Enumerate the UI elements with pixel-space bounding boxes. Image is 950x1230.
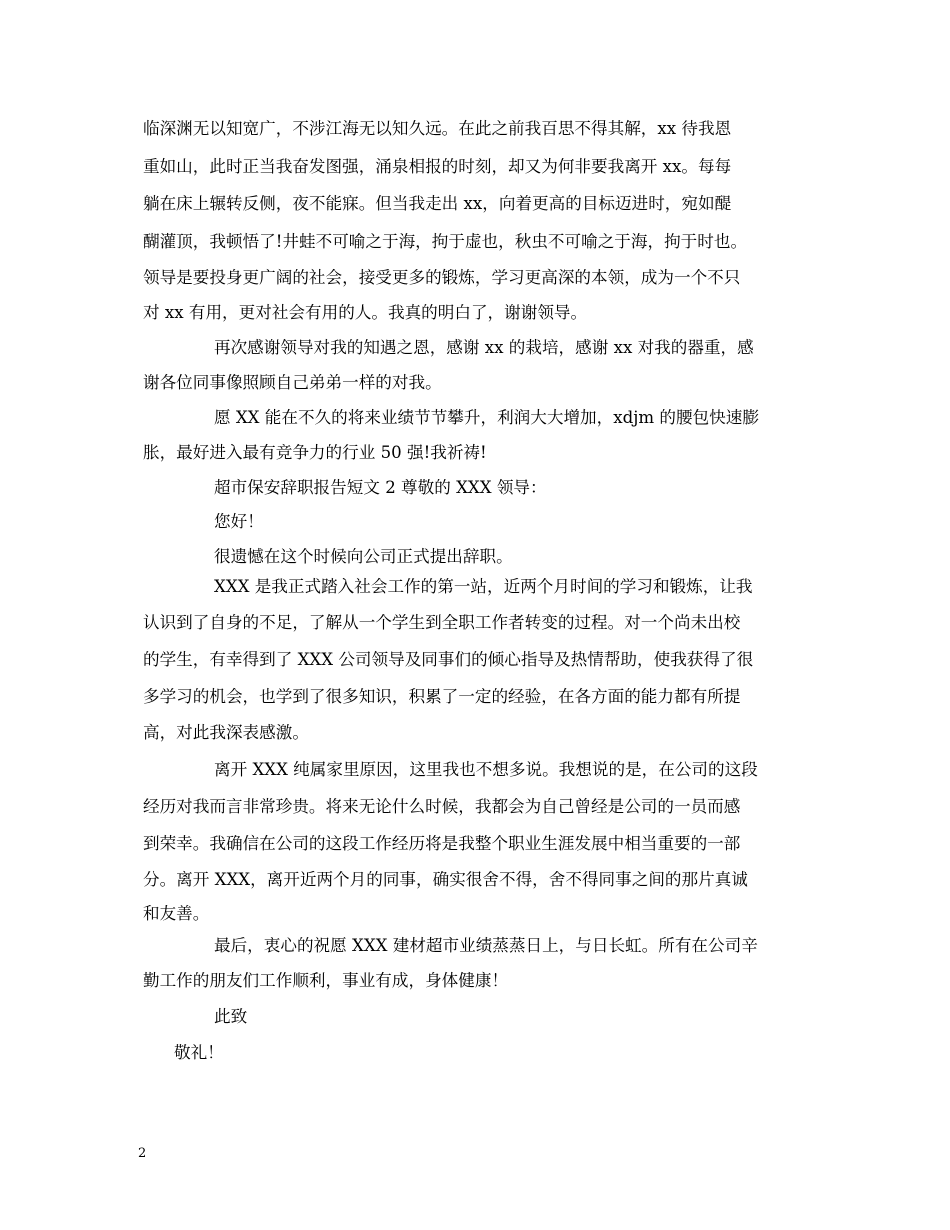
text-line: 高，对此我深表感激。 [143,723,309,742]
text-line: 重如山，此时正当我奋发图强，涌泉相报的时刻，却又为何非要我离开 xx。每每 [143,157,732,176]
text-line: 离开 XXX 纯属家里原因，这里我也不想多说。我想说的是，在公司的这段 [214,760,758,779]
text-line: 醐灌顶，我顿悟了!井蛙不可喻之于海，拘于虚也，秋虫不可喻之于海，拘于时也。 [143,232,748,251]
text-line: 谢各位同事像照顾自己弟弟一样的对我。 [143,373,442,392]
text-line: 勤工作的朋友们工作顺利，事业有成，身体健康！ [143,971,509,990]
text-line: 和友善。 [143,904,210,923]
text-line: 再次感谢领导对我的知遇之恩，感谢 xx 的栽培，感谢 xx 对我的器重，感 [214,338,754,357]
text-line: 分。离开 XXX，离开近两个月的同事，确实很舍不得，舍不得同事之间的那片真诚 [143,870,748,889]
text-line: 临深渊无以知宽广，不涉江海无以知久远。在此之前我百思不得其解，xx 待我恩 [143,119,732,138]
text-line: 多学习的机会，也学到了很多知识，积累了一定的经验，在各方面的能力都有所提 [143,687,741,706]
page-number: 2 [138,1146,147,1161]
text-line: 愿 XX 能在不久的将来业绩节节攀升，利润大大增加，xdjm 的腰包快速膨 [214,408,759,427]
text-line: 您好！ [214,512,264,531]
text-line: 的学生，有幸得到了 XXX 公司领导及同事们的倾心指导及热情帮助，使我获得了很 [143,650,754,669]
text-line: XXX 是我正式踏入社会工作的第一站，近两个月时间的学习和锻炼，让我 [214,577,753,596]
text-line: 超市保安辞职报告短文 2 尊敬的 XXX 领导： [214,478,547,497]
text-line: 领导是要投身更广阔的社会，接受更多的锻炼，学习更高深的本领，成为一个不只 [143,268,741,287]
text-line: 到荣幸。我确信在公司的这段工作经历将是我整个职业生涯发展中相当重要的一部 [143,834,741,853]
text-line: 最后，衷心的祝愿 XXX 建材超市业绩蒸蒸日上，与日长虹。所有在公司辛 [214,936,758,955]
text-line: 躺在床上辗转反侧，夜不能寐。但当我走出 xx，向着更高的目标迈进时，宛如醍 [143,194,732,213]
closing-line: 敬礼！ [174,1043,224,1062]
closing-line: 此致 [214,1007,248,1026]
text-line: 胀，最好进入最有竞争力的行业 50 强!我祈祷! [143,443,487,462]
text-line: 认识到了自身的不足，了解从一个学生到全职工作者转变的过程。对一个尚未出校 [143,613,741,632]
text-line: 很遗憾在这个时候向公司正式提出辞职。 [214,547,513,566]
text-line: 经历对我而言非常珍贵。将来无论什么时候，我都会为自己曾经是公司的一员而感 [143,797,741,816]
text-line: 对 xx 有用，更对社会有用的人。我真的明白了，谢谢领导。 [143,303,588,322]
